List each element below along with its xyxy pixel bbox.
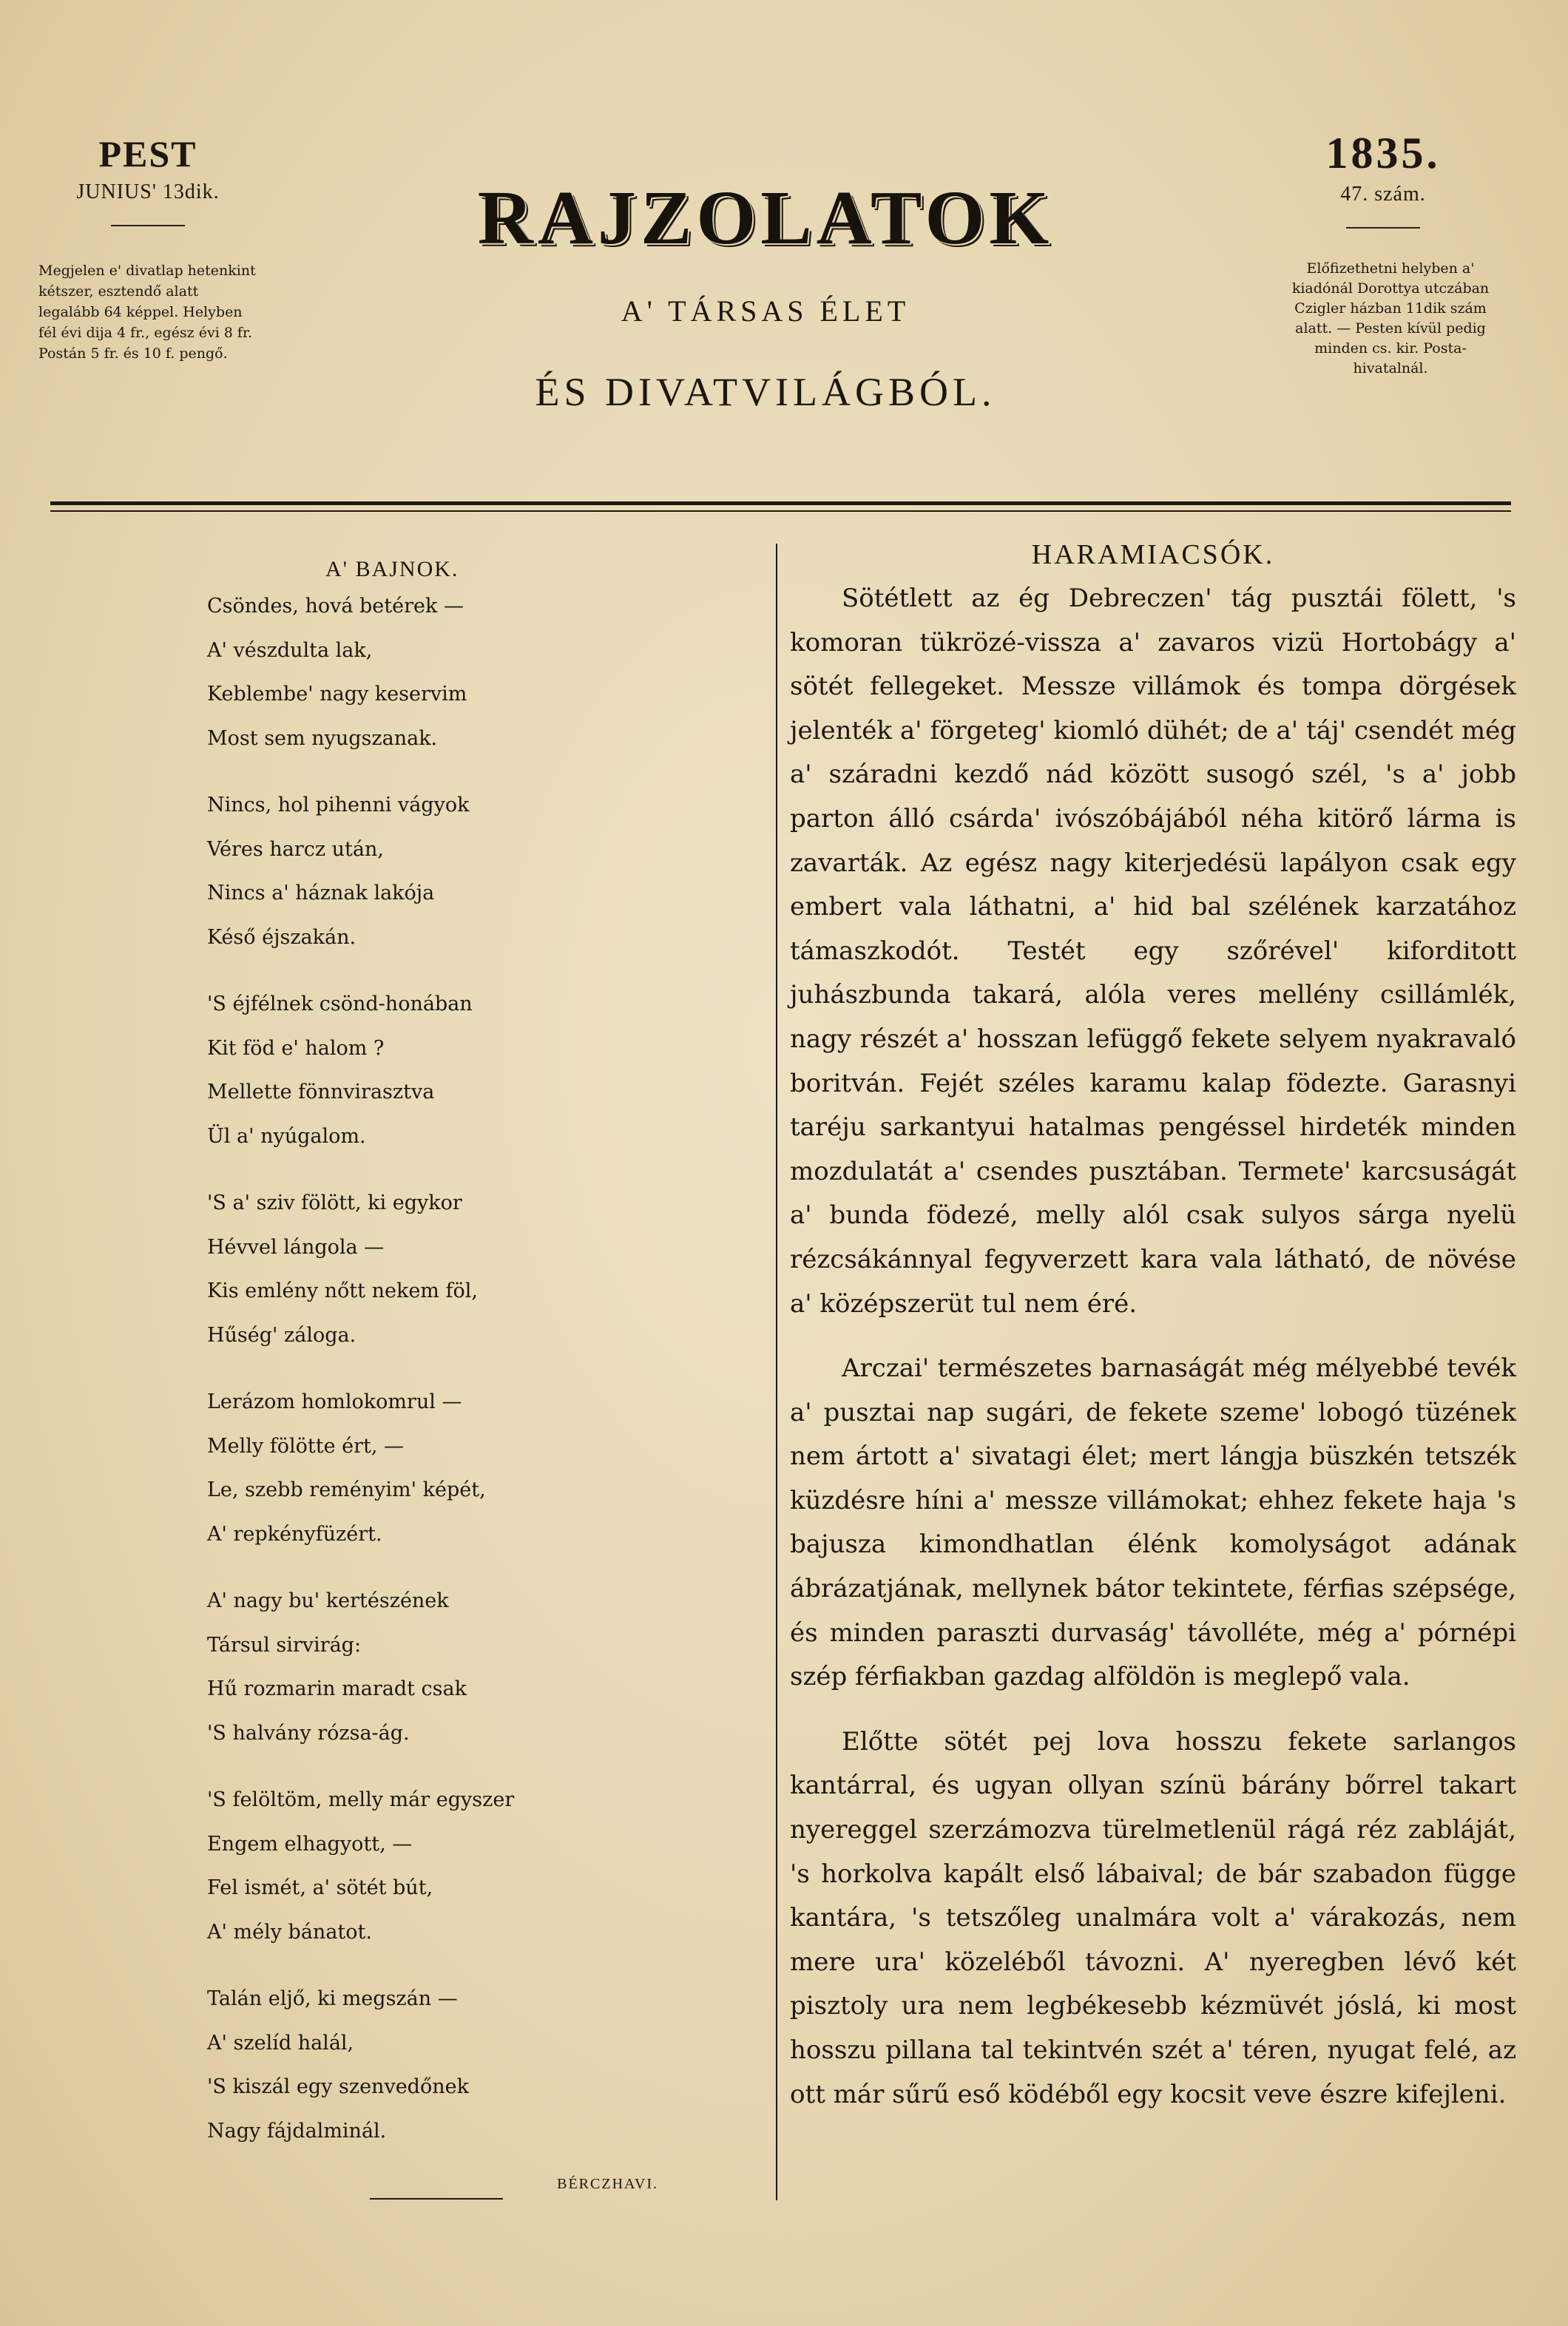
poem-line: Hűség' záloga. [207,1323,356,1347]
poem-stanza [207,1778,740,1954]
poem-column [207,547,740,2207]
masthead-right [1287,129,1479,248]
poem-line: 'S kiszál egy szenvedőnek [207,2075,469,2098]
poem-line: Társul sirvirág: [207,1633,362,1657]
poem-line: Mellette fönnvirasztva [207,1081,435,1103]
divider-rule [1346,227,1420,229]
poem-stanza [207,584,740,760]
poem-title: A' BAJNOK. [325,557,459,581]
poem-line: 'S halvány rózsa-ág. [207,1721,410,1745]
column-divider [776,544,777,2200]
poem-line: Keblembe' nagy keservim [207,683,467,706]
poem-line: 'S felöltöm, melly már egyszer [207,1788,515,1811]
subscription-info: Előfizethetni helyben a' kiadónál Dorottya utczában Czigler házban 11dik szám alatt. — Pesten kívül pedig minden cs. kir. Posta-hivatalnál. [1291,260,1490,376]
poem-line: Most sem nyugszanak. [207,726,438,750]
poem-line: A' vészdulta lak, [207,638,373,662]
newspaper-subtitle-line1: A' TÁRSAS ÉLET [621,294,910,328]
poem-line: Nincs a' háznak lakója [207,882,435,905]
poem-line: A' repkényfüzért. [207,1522,382,1546]
newspaper-subtitle-line2: ÉS DIVATVILÁGBÓL. [535,370,996,414]
poem-stanza [207,1181,740,1357]
story-paragraph: Előtte sötét pej lova hosszu fekete sarlangos kantárral, és ugyan ollyan színü bárány bőrrel takart nyereggel szerzámozva türelmetlenül rágá réz zabláját, 's horkolva kapált első lábaival; de bár szabadon függe kantára, 's tetszőleg unalmára volt a' várakozás, nem mere ura' közeléből távozni. A' nyeregben lévő két pisztoly ura nem legbékesebb kézmüvét jóslá, ki most hosszu pillana tal tekintvén szét a' téren, nyugat felé, az ott már sűrű eső ködéből egy kocsit veve észre kifejleni. [790,1726,1516,2109]
subscription-terms: Megjelen e' divatlap hetenkint kétszer, esztendő alatt legalább 64 képpel. Helyben fél évi dija 4 fr., egész évi 8 fr. Postán 5 fr. és 10 f. pengő. [38,263,256,362]
poem-line: 'S a' sziv fölött, ki egykor [207,1191,462,1214]
poem-line: Fel ismét, a' sötét bút, [207,1876,433,1899]
masthead-rule-thick [50,501,1511,505]
poem-line: Ül a' nyúgalom. [207,1124,366,1148]
poem-line: Késő éjszakán. [207,925,356,949]
issue-date: JUNIUS' 13dik. [76,180,220,203]
poem-line: Engem elhagyott, — [207,1832,413,1856]
divider-rule [111,225,185,226]
poem-line: Nagy fájdalminál. [207,2119,387,2143]
masthead-left [37,133,259,246]
poem-line: Hévvel lángola — [207,1235,385,1259]
poem-line: Csöndes, hová betérek — [207,595,464,618]
issue-number: 47. szám. [1340,183,1426,206]
story-column [790,533,1516,2137]
poem-line: Melly fölötte ért, — [207,1434,405,1458]
masthead-rule-thin [50,510,1511,512]
poem-line: Kit föd e' halom ? [207,1036,385,1060]
poem-line: A' szelíd halál, [207,2031,354,2055]
story-title: HARAMIACSÓK. [1031,539,1275,570]
poem-line: Nincs, hol pihenni vágyok [207,794,470,817]
city-name: PEST [98,133,197,175]
poem-stanza [207,982,740,1158]
poem-author: BÉRCZHAVI. [557,2176,658,2192]
poem-stanza [207,783,740,959]
story-paragraph: Arczai' természetes barnaságát még mélyebbé tevék a' pusztai nap sugári, de fekete szeme' lobogó tüzének nem ártott a' sivatagi élet; mert lángja büszkén tetszék küzdésre híni a' messze villámokat; ehhez fekete haja 's bajusza kimondhatlan élénk komolyságot adának ábrázatjának, mellynek bátor tekintete, férfias szépsége, és minden paraszti durvaság' távolléte, még a' pórnépi szép férfiakban gazdag alföldön is meglepő vala. [790,1353,1516,1692]
poem-stanza [207,1579,740,1755]
poem-stanza [207,1380,740,1556]
poem-line: Hű rozmarin maradt csak [207,1677,467,1700]
story-paragraph: Sötétlett az ég Debreczen' tág pusztái fölett, 's komoran tükrözé-vissza a' zavaros vizü Hortobágy a' sötét fellegeket. Messze villámok és tompa dörgések jelenték a' förgeteg' kiomló dühét; de a' táj' csendét még a' száradni kezdő nád között susogó szél, 's a' jobb parton álló csárda' ivószóbájából néha kitörő lárma is zavarták. Az egész nagy kiterjedésü lapályon csak egy embert vala láthatni, a' hid bal szélének karzatához támaszkodót. Testét egy szőrével' kiforditott juhászbunda takará, alóla veres mellény csillámlék, nagy részét a' hosszan lefüggő fekete selyem nyakravaló boritván. Fejét széles karamu kalap födezte. Garasnyi taréju sarkantyui hatalmas pengéssel hirdeték minden mozdulatát a' csendes pusztában. Termete' karcsuságát a' bunda födezé, melly alól csak sulyos sárga nyelü rézcsákánnyal fegyverzett kara vala látható, de növése a' középszerüt tul nem éré. [790,584,1516,1319]
end-rule [370,2198,503,2200]
poem-line: Véres harcz után, [207,837,384,861]
poem-line: A' nagy bu' kertészének [207,1589,449,1612]
poem-line: Kis emlény nőtt nekem föl, [207,1279,478,1302]
issue-year: 1835. [1325,129,1441,178]
poem-line: Talán eljő, ki megszán — [207,1987,458,2010]
poem-line: A' mély bánatot. [207,1920,372,1944]
poem-line: Lerázom homlokomrul — [207,1390,462,1413]
poem-stanza [207,1977,740,2153]
newspaper-title: RAJZOLATOK [477,175,1054,260]
poem-line: Le, szebb reményim' képét, [207,1478,486,1501]
poem-line: 'S éjfélnek csönd-honában [207,993,473,1015]
